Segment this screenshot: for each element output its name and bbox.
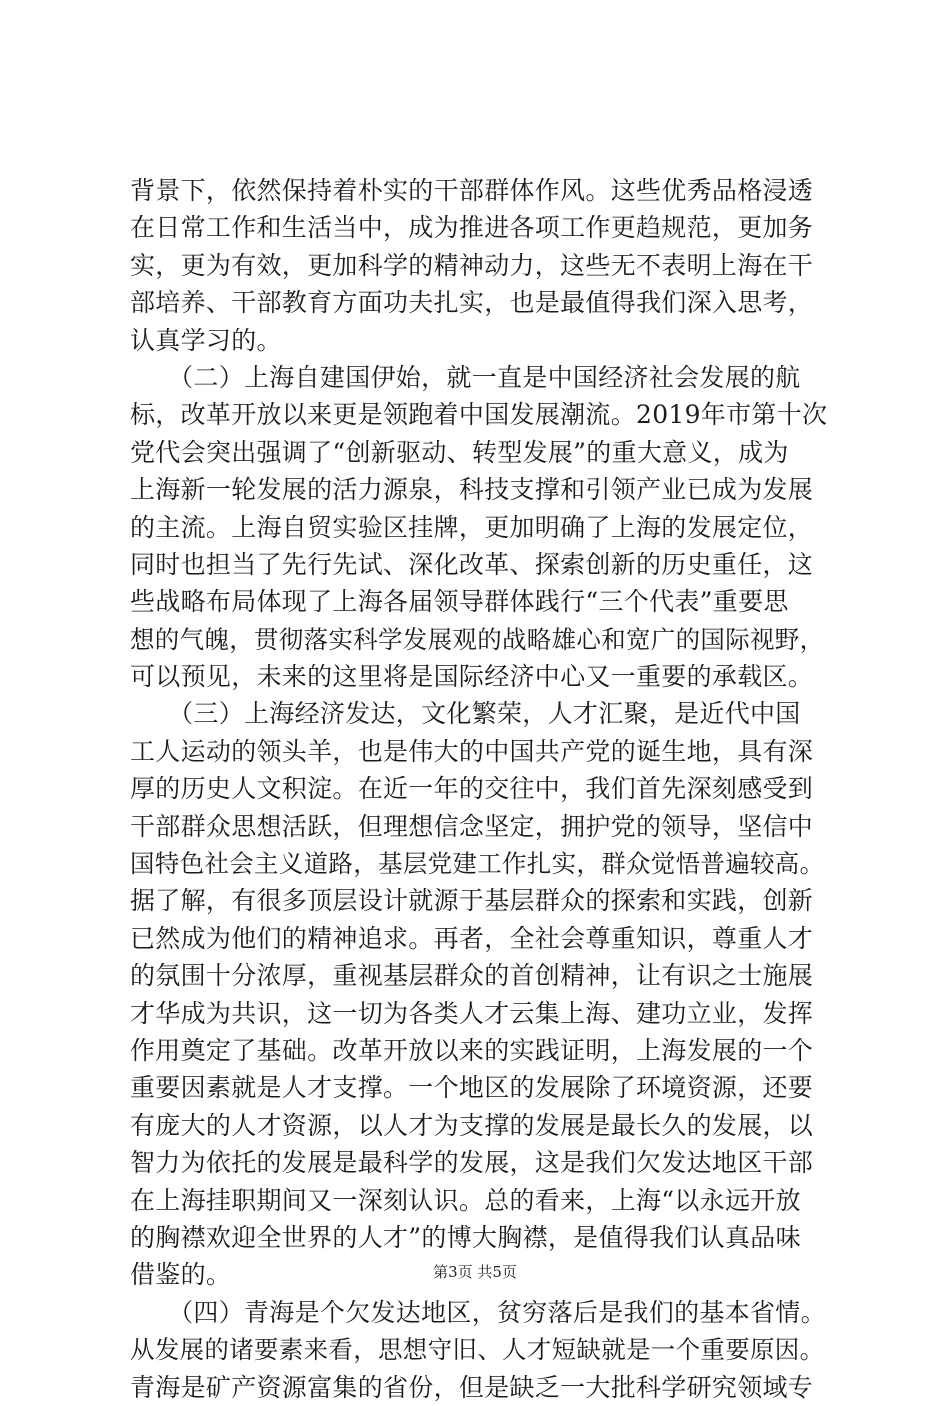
- text-line: 想的气魄，贯彻落实科学发展观的战略雄心和宽广的国际视野，: [130, 624, 825, 654]
- text-line: 干部群众思想活跃，但理想信念坚定，拥护党的领导，坚信中: [130, 811, 814, 841]
- text-line: 上海新一轮发展的活力源泉，科技支撑和引领产业已成为发展: [130, 475, 814, 505]
- text-line: 有庞大的人才资源，以人才为支撑的发展是最长久的发展，以: [130, 1110, 814, 1140]
- text-line: 标，改革开放以来更是领跑着中国发展潮流。2019年市第十次: [130, 400, 828, 430]
- text-line: 智力为依托的发展是最科学的发展，这是我们欠发达地区干部: [130, 1148, 814, 1178]
- text-line: 实，更为有效，更加科学的精神动力，这些无不表明上海在干: [130, 250, 814, 280]
- text-line: 从发展的诸要素来看，思想守旧、人才短缺就是一个重要原因。: [130, 1335, 825, 1365]
- page-footer: 第3页 共5页: [433, 1263, 517, 1281]
- text-line: 部培养、干部教育方面功夫扎实，也是最值得我们深入思考，: [130, 288, 814, 318]
- text-line: （三）上海经济发达，文化繁荣，人才汇聚，是近代中国: [130, 699, 801, 729]
- text-line: 在上海挂职期间又一深刻认识。总的看来，上海“以永远开放: [130, 1185, 801, 1215]
- text-line: 的氛围十分浓厚，重视基层群众的首创精神，让有识之士施展: [130, 961, 814, 991]
- text-line: 在日常工作和生活当中，成为推进各项工作更趋规范，更加务: [130, 213, 814, 243]
- body-text: [130, 172, 830, 1406]
- text-line: 背景下，依然保持着朴实的干部群体作风。这些优秀品格浸透: [130, 176, 814, 205]
- text-line: 认真学习的。: [130, 325, 282, 355]
- text-line: 党代会突出强调了“创新驱动、转型发展”的重大意义，成为: [130, 437, 789, 467]
- text-line: 的胸襟欢迎全世界的人才”的博大胸襟，是值得我们认真品味: [130, 1222, 801, 1252]
- text-line: 已然成为他们的精神追求。再者，全社会尊重知识，尊重人才: [130, 923, 814, 953]
- text-line: 的主流。上海自贸实验区挂牌，更加明确了上海的发展定位，: [130, 512, 814, 542]
- text-line: 才华成为共识，这一切为各类人才云集上海、建功立业，发挥: [130, 998, 814, 1028]
- text-line: 国特色社会主义道路，基层党建工作扎实，群众觉悟普遍较高。: [130, 849, 825, 879]
- text-line: 作用奠定了基础。改革开放以来的实践证明，上海发展的一个: [130, 1035, 814, 1065]
- text-line: 据了解，有很多顶层设计就源于基层群众的探索和实践，创新: [130, 886, 814, 916]
- text-line: 借鉴的。: [130, 1260, 232, 1290]
- text-line: （二）上海自建国伊始，就一直是中国经济社会发展的航: [130, 362, 801, 392]
- text-line: 青海是矿产资源富集的省份，但是缺乏一大批科学研究领域专: [130, 1372, 814, 1402]
- text-line: 同时也担当了先行先试、深化改革、探索创新的历史重任，这: [130, 549, 814, 579]
- text-line: 些战略布局体现了上海各届领导群体践行“三个代表”重要思: [130, 587, 789, 617]
- text-line: 工人运动的领头羊，也是伟大的中国共产党的诞生地，具有深: [130, 736, 814, 766]
- text-line: 重要因素就是人才支撑。一个地区的发展除了环境资源，还要: [130, 1073, 814, 1103]
- text-line: （四）青海是个欠发达地区，贫穷落后是我们的基本省情。: [130, 1297, 826, 1327]
- text-line: 可以预见，未来的这里将是国际经济中心又一重要的承载区。: [130, 662, 814, 692]
- text-line: 厚的历史人文积淀。在近一年的交往中，我们首先深刻感受到: [130, 774, 814, 804]
